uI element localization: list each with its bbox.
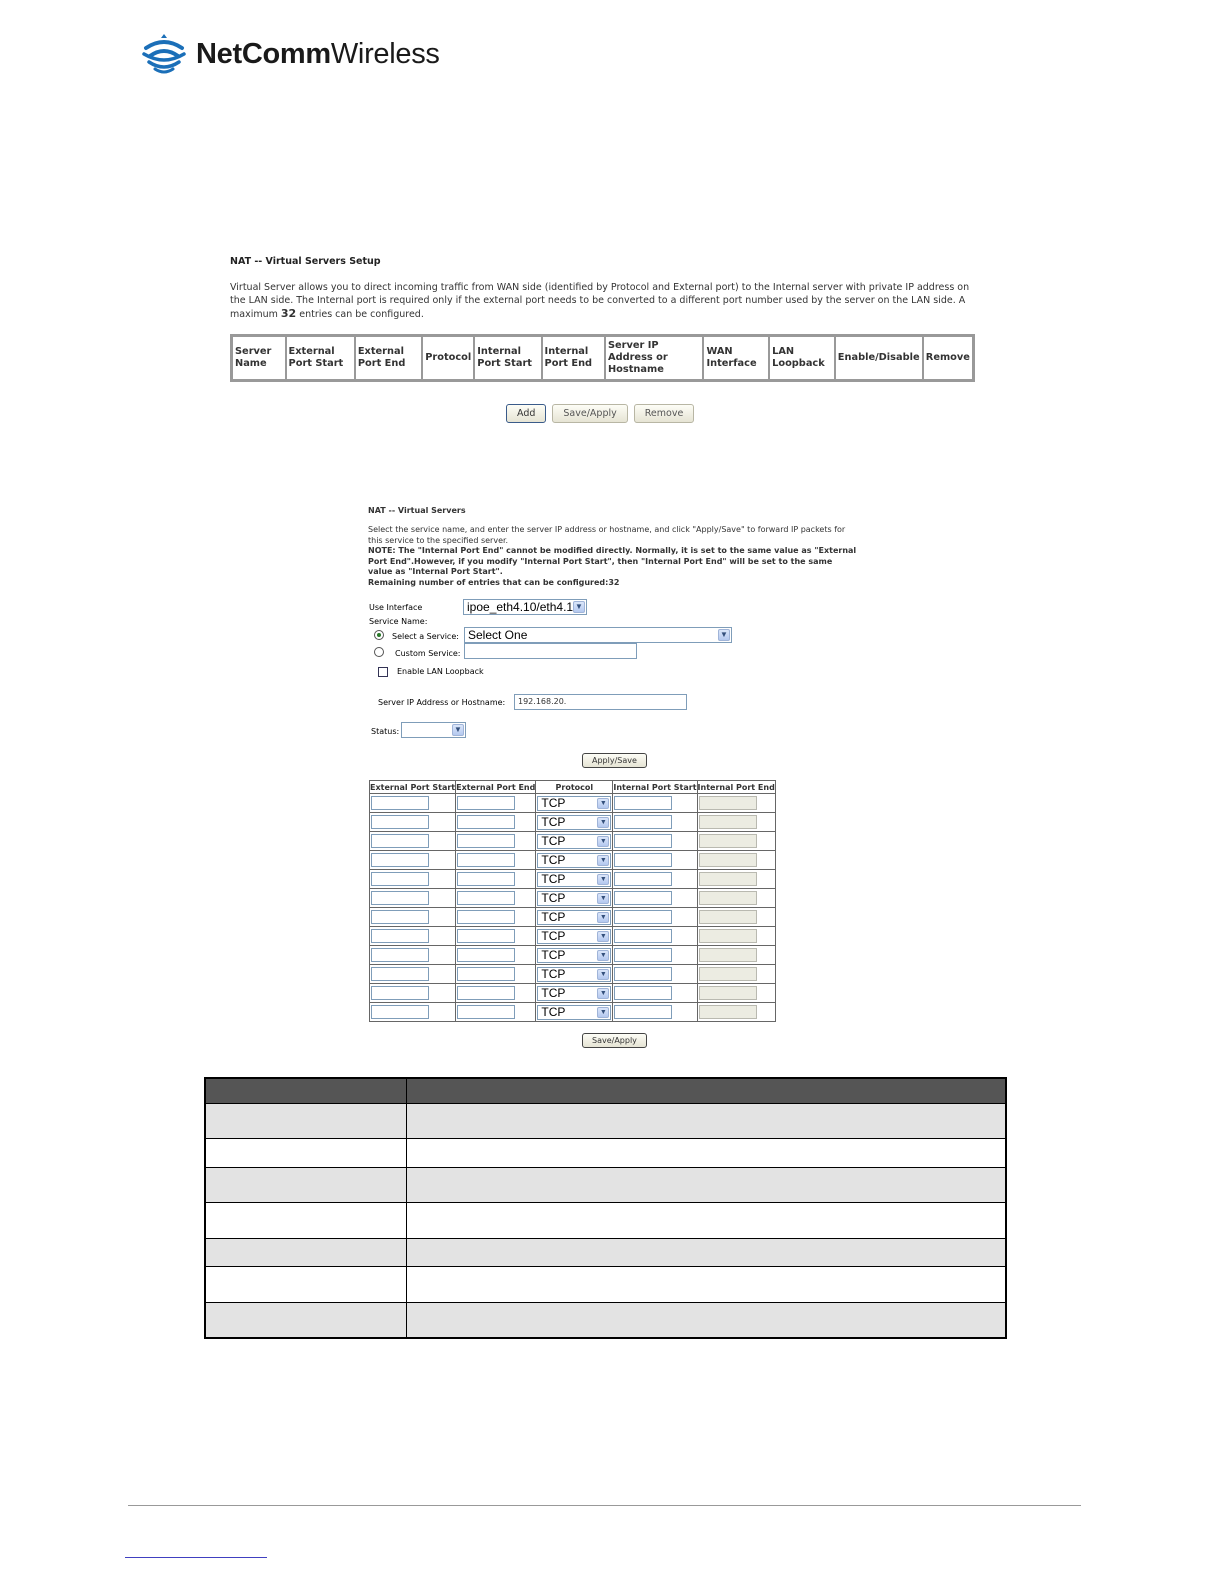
protocol-value: TCP [541,985,566,1000]
table-row [205,1139,1006,1168]
table-cell [407,1104,1007,1139]
table-row [370,870,776,889]
ext-end-cell [456,851,536,870]
col-header: External Port End [355,336,422,380]
table-cell [407,1139,1007,1168]
ext-start-cell [370,965,456,984]
table-row [370,946,776,965]
parameter-table-header [205,1078,1006,1104]
ext-start-cell [370,946,456,965]
external-port-start-input[interactable] [371,815,429,829]
int-start-cell [613,794,697,813]
col-header: External Port End [456,782,536,792]
setup-title: NAT -- Virtual Servers Setup [230,256,381,267]
table-cell [407,1303,1007,1338]
protocol-select[interactable] [537,796,611,811]
external-port-start-input[interactable] [371,796,429,810]
external-port-start-input[interactable] [371,1005,429,1019]
add-panel-intro [368,525,858,588]
protocol-cell [536,908,613,927]
internal-port-end-input [699,853,757,867]
header-cell [205,1078,407,1104]
internal-port-start-input[interactable] [614,948,672,962]
chevron-down-icon: ▼ [597,912,609,923]
col-header: Internal Port Start [474,336,541,380]
col-header: External Port Start [370,782,456,792]
table-cell [407,1203,1007,1239]
custom-service-radio[interactable] [374,647,384,657]
table-row [370,1003,776,1022]
protocol-select[interactable] [537,891,611,906]
table-cell [205,1104,407,1139]
chevron-down-icon: ▼ [597,874,609,885]
table-cell [205,1168,407,1203]
select-service-dropdown[interactable] [464,627,732,643]
protocol-cell [536,851,613,870]
col-header: LAN Loopback [769,336,835,380]
int-end-cell [697,946,775,965]
protocol-cell [536,832,613,851]
external-port-start-input[interactable] [371,872,429,886]
chevron-down-icon: ▼ [597,931,609,942]
protocol-cell [536,927,613,946]
chevron-down-icon: ▼ [597,950,609,961]
wifi-logo-icon [140,32,188,76]
virtual-servers-setup-panel [230,256,976,419]
chevron-down-icon: ▼ [597,798,609,809]
netcomm-logo [140,32,440,76]
external-port-end-input[interactable] [457,815,515,829]
col-header: External Port Start [286,336,355,380]
external-port-start-input[interactable] [371,967,429,981]
external-port-start-input[interactable] [371,948,429,962]
external-port-start-input[interactable] [371,986,429,1000]
ext-start-cell [370,870,456,889]
protocol-cell [536,1003,613,1022]
ext-end-cell [456,984,536,1003]
add-panel-title: NAT -- Virtual Servers [368,506,466,515]
chevron-down-icon: ▼ [452,724,464,736]
parameter-table [204,1077,1007,1339]
external-port-end-input[interactable] [457,853,515,867]
table-row [370,927,776,946]
virtual-servers-add-panel [368,506,868,588]
int-start-cell [613,908,697,927]
footer-link[interactable] [125,1557,267,1558]
remove-button[interactable]: Remove [634,404,695,423]
table-cell [205,1203,407,1239]
protocol-value: TCP [541,909,566,924]
external-port-end-input[interactable] [457,929,515,943]
ext-end-cell [456,927,536,946]
int-start-cell [613,946,697,965]
col-header: Protocol [422,336,474,380]
external-port-start-input[interactable] [371,834,429,848]
col-header: Server Name [232,336,286,380]
external-port-start-input[interactable] [371,910,429,924]
int-start-cell [613,927,697,946]
internal-port-start-input[interactable] [614,1005,672,1019]
int-end-cell [697,832,775,851]
table-row [370,794,776,813]
table-row [370,965,776,984]
external-port-end-input[interactable] [457,872,515,886]
external-port-end-input[interactable] [457,796,515,810]
protocol-value: TCP [541,890,566,905]
ext-start-cell [370,1003,456,1022]
table-cell [407,1239,1007,1267]
int-start-cell [613,813,697,832]
ext-start-cell [370,908,456,927]
internal-port-start-input[interactable] [614,929,672,943]
setup-description: Virtual Server allows you to direct incoming traffic from WAN side (identified by Protocol and External port) to the Internal server with private IP address on the LAN side. The Internal port is required only if the external port needs to be converted to a different port number used by the server on the LAN side. A maximum 32 entries can be configured. [230,282,970,320]
protocol-cell [536,965,613,984]
select-service-value: Select One [468,628,528,642]
external-port-end-input[interactable] [457,986,515,1000]
table-row [205,1239,1006,1267]
table-row [205,1303,1006,1338]
table-row [370,908,776,927]
select-service-label: Select a Service: [392,632,459,641]
int-end-cell [697,813,775,832]
protocol-value: TCP [541,947,566,962]
external-port-start-input[interactable] [371,853,429,867]
use-interface-label: Use Interface [369,603,423,612]
internal-port-start-input[interactable] [614,834,672,848]
ext-end-cell [456,946,536,965]
protocol-select[interactable] [537,815,611,830]
col-header: Server IP Address or Hostname [605,336,704,380]
int-end-cell [697,889,775,908]
internal-port-end-input [699,967,757,981]
protocol-value: TCP [541,966,566,981]
int-end-cell [697,794,775,813]
internal-port-start-input[interactable] [614,967,672,981]
internal-port-start-input[interactable] [614,872,672,886]
int-end-cell [697,1003,775,1022]
external-port-end-input[interactable] [457,1005,515,1019]
protocol-value: TCP [541,871,566,886]
ext-end-cell [456,794,536,813]
int-end-cell [697,927,775,946]
external-port-end-input[interactable] [457,967,515,981]
protocol-select[interactable] [537,986,611,1001]
int-end-cell [697,851,775,870]
internal-port-end-input [699,796,757,810]
table-row [205,1203,1006,1239]
internal-port-end-input [699,910,757,924]
internal-port-end-input [699,929,757,943]
ext-end-cell [456,908,536,927]
table-row [205,1168,1006,1203]
ext-end-cell [456,813,536,832]
chevron-down-icon: ▼ [597,855,609,866]
protocol-value: TCP [541,795,566,810]
protocol-cell [536,946,613,965]
protocol-select[interactable] [537,853,611,868]
protocol-select[interactable] [537,929,611,944]
port-mapping-table [369,780,776,1022]
header-cell [407,1078,1007,1104]
internal-port-start-input[interactable] [614,815,672,829]
protocol-cell [536,889,613,908]
remaining-entries: Remaining number of entries that can be configured:32 [368,577,620,587]
int-end-cell [697,965,775,984]
table-cell [205,1139,407,1168]
table-cell [205,1303,407,1338]
table-cell [205,1239,407,1267]
protocol-value: TCP [541,928,566,943]
intro-text: Select the service name, and enter the server IP address or hostname, and click "Apply/Save" to forward IP packets for this service to the specified server. [368,525,846,545]
ext-end-cell [456,965,536,984]
internal-port-start-input[interactable] [614,910,672,924]
ext-start-cell [370,832,456,851]
chevron-down-icon: ▼ [597,988,609,999]
col-header: Internal Port End [542,336,605,380]
ext-start-cell [370,813,456,832]
protocol-select[interactable] [537,948,611,963]
int-start-cell [613,1003,697,1022]
note-text: NOTE: The "Internal Port End" cannot be modified directly. Normally, it is set to the same value as "External Port End".However, if you modify "Internal Port Start", then "Internal Port End" will be set to the same value as "Internal Port Start". [368,546,857,576]
col-header: WAN Interface [703,336,769,380]
internal-port-end-input [699,986,757,1000]
ext-start-cell [370,984,456,1003]
table-row [370,832,776,851]
status-label: Status: [371,727,400,736]
chevron-down-icon: ▼ [573,601,585,613]
protocol-cell [536,794,613,813]
int-end-cell [697,984,775,1003]
int-end-cell [697,870,775,889]
internal-port-start-input[interactable] [614,986,672,1000]
internal-port-end-input [699,1005,757,1019]
chevron-down-icon: ▼ [597,893,609,904]
protocol-value: TCP [541,852,566,867]
add-button[interactable]: Add [506,404,546,423]
chevron-down-icon: ▼ [597,817,609,828]
ext-end-cell [456,870,536,889]
table-row [370,813,776,832]
chevron-down-icon: ▼ [597,969,609,980]
internal-port-end-input [699,815,757,829]
virtual-servers-table [230,334,975,382]
col-header: Internal Port Start [613,782,697,792]
internal-port-end-input [699,834,757,848]
apply-save-button[interactable]: Apply/Save [582,753,647,768]
lan-loopback-checkbox[interactable] [378,667,388,677]
int-start-cell [613,889,697,908]
external-port-end-input[interactable] [457,948,515,962]
external-port-end-input[interactable] [457,834,515,848]
protocol-value: TCP [541,1004,566,1019]
table-row [370,851,776,870]
protocol-value: TCP [541,814,566,829]
external-port-end-input[interactable] [457,891,515,905]
col-header: Protocol [536,781,613,794]
table-cell [205,1267,407,1303]
internal-port-start-input[interactable] [614,796,672,810]
external-port-end-input[interactable] [457,910,515,924]
footer-divider [128,1505,1081,1506]
protocol-cell [536,870,613,889]
table-row [205,1104,1006,1139]
lan-loopback-label: Enable LAN Loopback [397,667,484,676]
int-start-cell [613,965,697,984]
int-start-cell [613,870,697,889]
ext-end-cell [456,832,536,851]
port-table-body [370,794,776,1022]
port-table-header [370,781,776,794]
internal-port-end-input [699,948,757,962]
col-header: Remove [923,336,973,380]
server-ip-input[interactable]: 192.168.20. [514,694,687,710]
brand-name: NetCommWireless [196,37,440,70]
table-cell [407,1267,1007,1303]
table-row [205,1267,1006,1303]
ext-start-cell [370,794,456,813]
server-ip-label: Server IP Address or Hostname: [378,698,506,707]
col-header: Enable/Disable [835,336,923,380]
chevron-down-icon: ▼ [597,836,609,847]
internal-port-end-input [699,891,757,905]
int-start-cell [613,851,697,870]
int-start-cell [613,832,697,851]
table-row [370,984,776,1003]
use-interface-select[interactable] [463,599,587,615]
table-row [370,889,776,908]
protocol-value: TCP [541,833,566,848]
protocol-select[interactable] [537,910,611,925]
external-port-start-input[interactable] [371,891,429,905]
protocol-select[interactable] [537,967,611,982]
chevron-down-icon: ▼ [597,1007,609,1018]
internal-port-start-input[interactable] [614,891,672,905]
save-apply-bottom-button[interactable]: Save/Apply [582,1033,647,1048]
int-start-cell [613,984,697,1003]
save-apply-button[interactable]: Save/Apply [552,404,627,423]
select-service-radio[interactable] [374,630,384,640]
ext-end-cell [456,889,536,908]
protocol-select[interactable] [537,834,611,849]
table-header-row [232,336,973,380]
custom-service-input[interactable] [464,643,637,659]
ext-start-cell [370,927,456,946]
setup-button-row [506,404,694,423]
internal-port-end-input [699,872,757,886]
protocol-select[interactable] [537,872,611,887]
internal-port-start-input[interactable] [614,853,672,867]
ext-start-cell [370,889,456,908]
ext-end-cell [456,1003,536,1022]
protocol-select[interactable] [537,1005,611,1020]
custom-service-label: Custom Service: [395,649,461,658]
table-cell [407,1168,1007,1203]
int-end-cell [697,908,775,927]
use-interface-value: ipoe_eth4.10/eth4.1 [467,600,574,614]
status-select[interactable] [401,722,466,738]
service-name-label: Service Name: [369,617,428,626]
chevron-down-icon: ▼ [718,629,730,641]
external-port-start-input[interactable] [371,929,429,943]
ext-start-cell [370,851,456,870]
protocol-cell [536,984,613,1003]
col-header: Internal Port End [697,782,775,792]
protocol-cell [536,813,613,832]
